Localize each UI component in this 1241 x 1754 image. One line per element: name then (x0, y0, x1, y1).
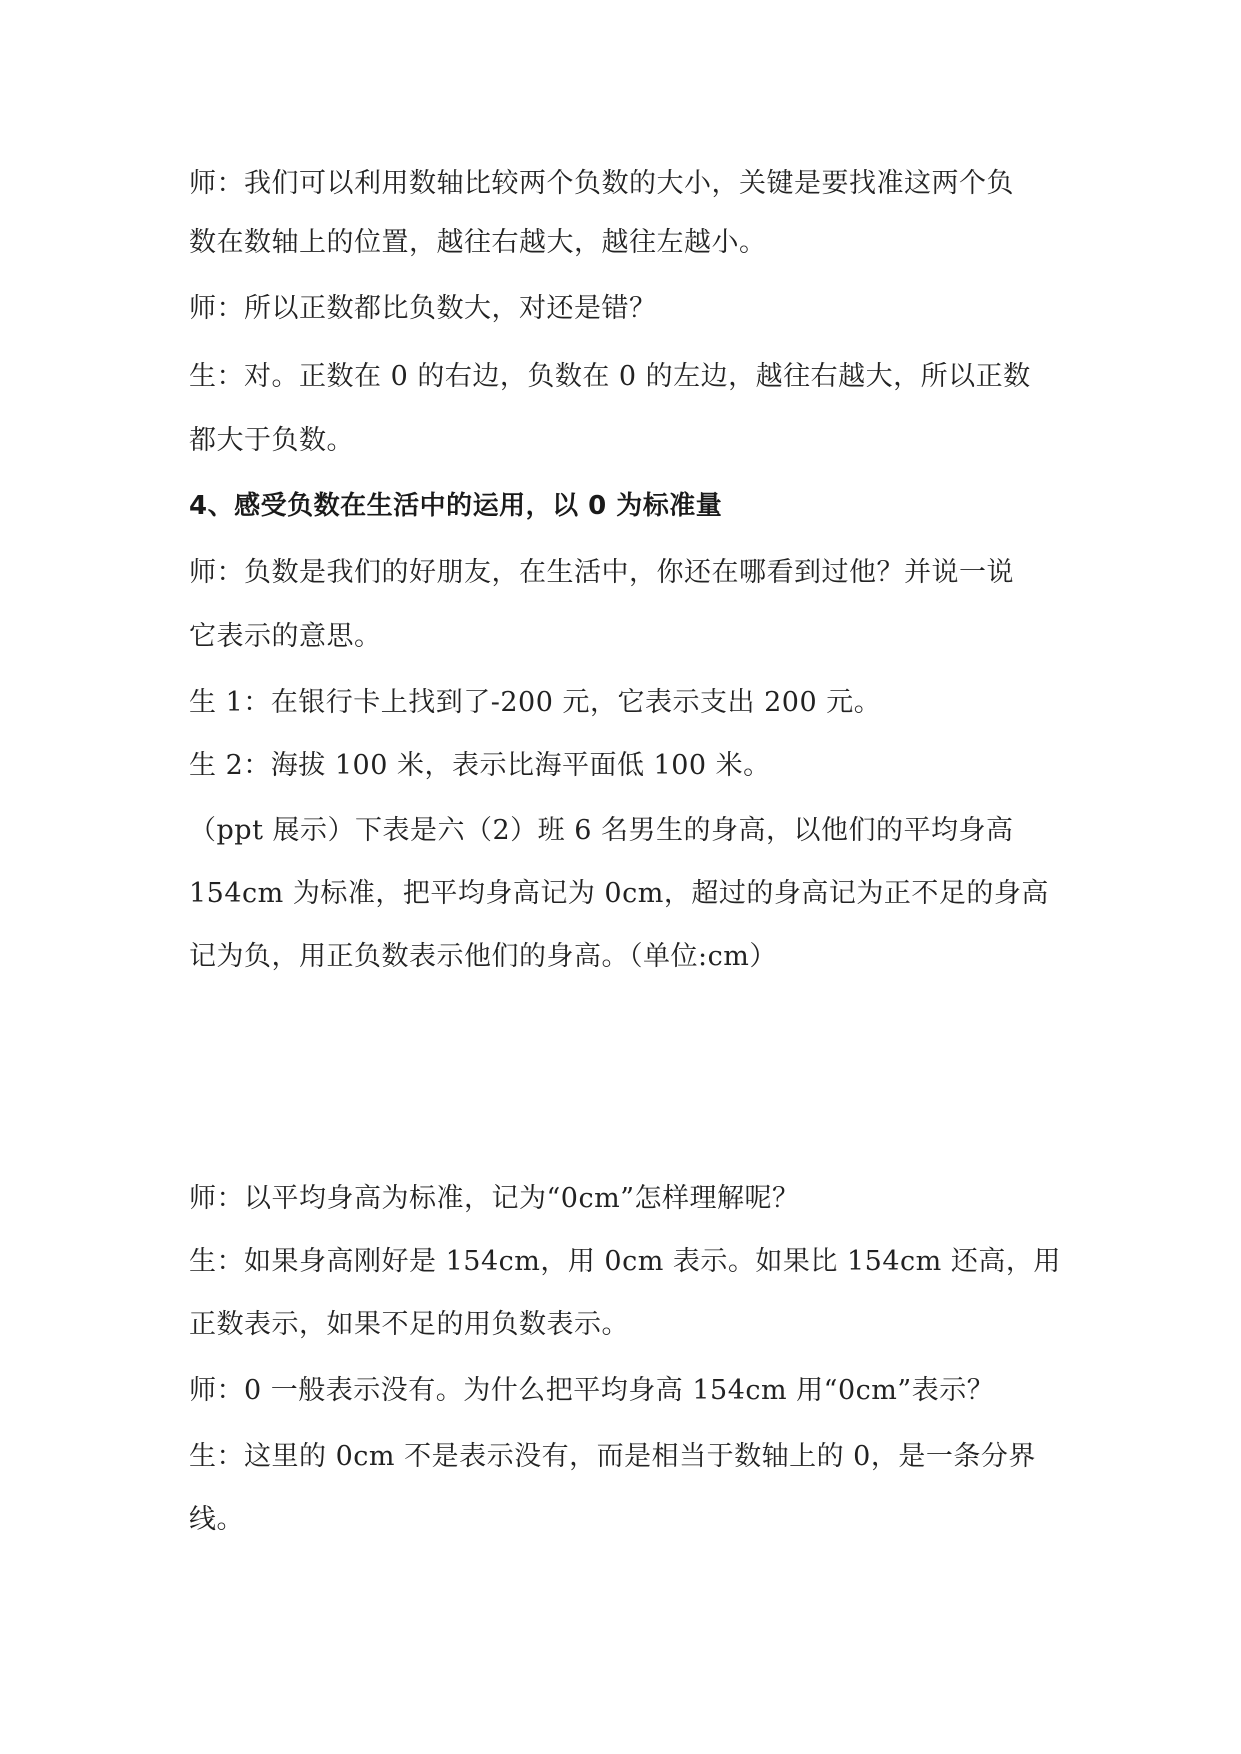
text-line: 生：这里的 0cm 不是表示没有，而是相当于数轴上的 0，是一条分界 (189, 1441, 1036, 1472)
text-line: 师：以平均身高为标准，记为“0cm”怎样理解呢？ (189, 1183, 800, 1214)
text-line: 它表示的意思。 (189, 621, 382, 652)
text-line: 正数表示，如果不足的用负数表示。 (189, 1309, 629, 1340)
text-line: （ppt 展示）下表是六（2）班 6 名男生的身高，以他们的平均身高 (189, 815, 1014, 846)
text-line: 生：如果身高刚好是 154cm，用 0cm 表示。如果比 154cm 还高，用 (189, 1246, 1061, 1277)
text-line: 师：所以正数都比负数大，对还是错？ (189, 293, 657, 324)
text-line: 数在数轴上的位置，越往右越大，越往左越小。 (189, 227, 767, 258)
text-line: 都大于负数。 (189, 425, 354, 456)
text-line: 师：0 一般表示没有。为什么把平均身高 154cm 用“0cm”表示？ (189, 1375, 995, 1406)
text-line: 线。 (189, 1504, 244, 1535)
text-line: 生：对。正数在 0 的右边，负数在 0 的左边，越往右越大，所以正数 (189, 361, 1031, 392)
text-line: 师：我们可以利用数轴比较两个负数的大小，关键是要找准这两个负 (189, 168, 1014, 199)
text-line: 生 1：在银行卡上找到了-200 元，它表示支出 200 元。 (189, 687, 882, 718)
text-line: 记为负，用正负数表示他们的身高。（单位:cm） (189, 941, 777, 972)
text-line: 生 2：海拔 100 米，表示比海平面低 100 米。 (189, 750, 771, 781)
text-line: 154cm 为标准，把平均身高记为 0cm，超过的身高记为正不足的身高 (189, 878, 1049, 909)
text-line: 师：负数是我们的好朋友，在生活中，你还在哪看到过他？并说一说 (189, 557, 1014, 588)
section-heading: 4、感受负数在生活中的运用，以 0 为标准量 (189, 491, 723, 521)
